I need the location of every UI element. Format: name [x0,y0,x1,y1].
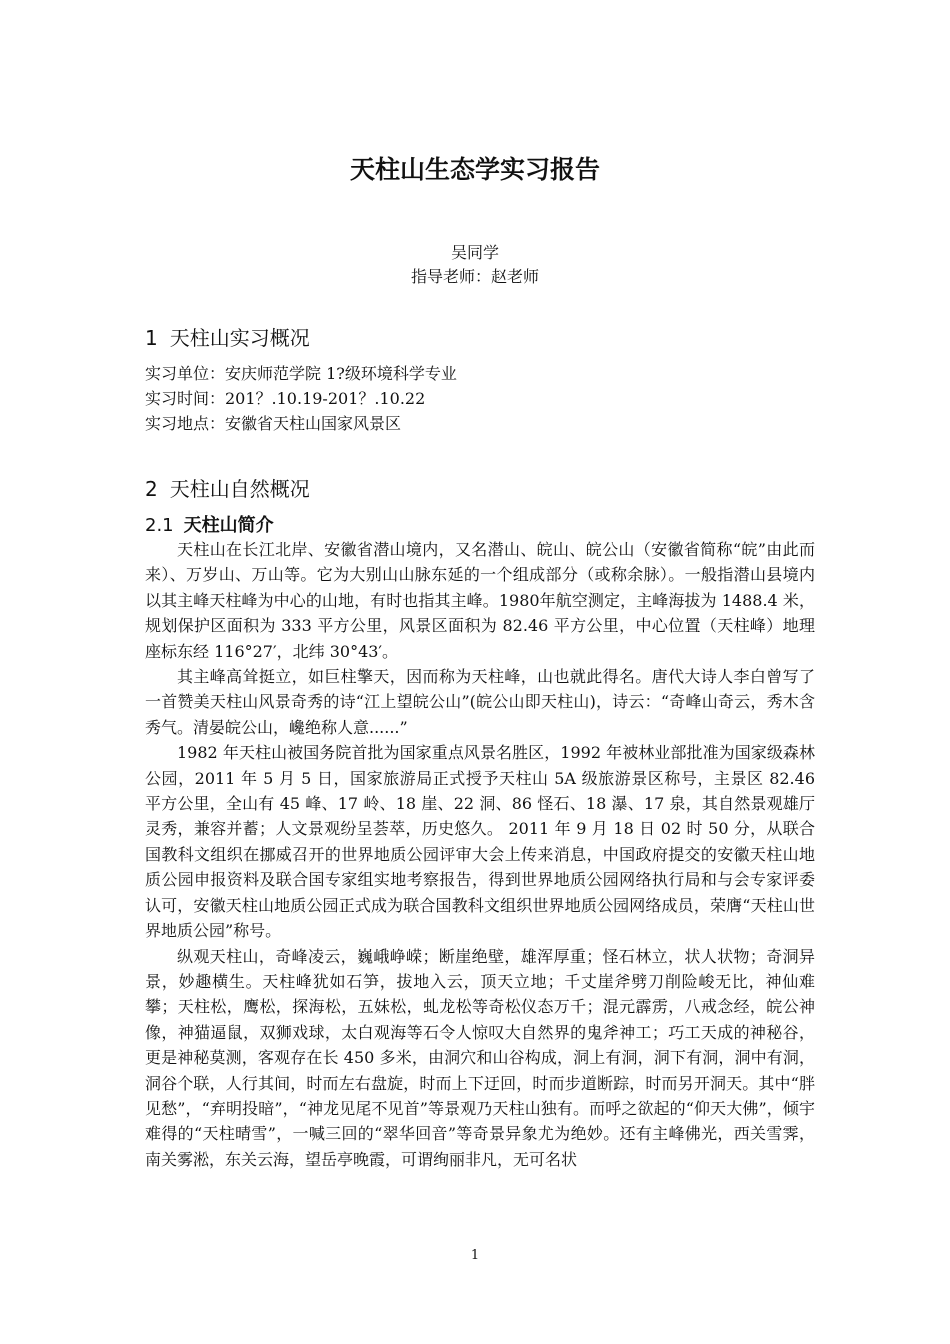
internship-time: 实习时间：201？.10.19-201？.10.22 [145,389,426,408]
section-body [145,537,815,1172]
page-number: 1 [470,1248,480,1263]
section-title: 天柱山自然概况 [169,477,310,501]
subsection-number: 2.1 [145,515,174,536]
internship-unit: 实习单位：安庆师范学院 1?级环境科学专业 [145,364,457,383]
paragraph: 纵观天柱山，奇峰凌云，巍峨峥嵘；断崖绝壁，雄浑厚重；怪石林立，状人状物；奇洞异景，妙趣横生。天柱峰犹如石笋，拔地入云，顶天立地；千丈崖斧劈刀削险峻无比，神仙难攀；天柱松，鹰松，探海松，五妹松，虬龙松等奇松仪态万千；混元霹雳，八戒念经，皖公神像，神猫逼鼠，双狮戏球，太白观海等石令人惊叹大自然界的鬼斧神工；巧工天成的神秘谷，更是神秘莫测，客观存在长 450 多米，由洞穴和山谷构成，洞上有洞，洞下有洞，洞中有洞，洞谷个联，人行其间，时而左右盘旋，时而上下迂回，时而步道断踪，时而另开洞天。其中“胖见愁”，“弃明投暗”，“神龙见尾不见首”等景观乃天柱山独有。而呼之欲起的“仰天大佛”，倾宇难得的“天柱晴雪”，一喊三回的“翠华回音”等奇景异象尤为绝妙。还有主峰佛光，西关雪霁，南关雾淞，东关云海，望岳亭晚霞，可谓绚丽非凡，无可名状 [145,946,815,1169]
subsection-heading [145,511,274,537]
internship-info [145,361,815,436]
section-heading-1 [145,322,310,351]
subsection-title: 天柱山简介 [183,515,274,536]
paragraph: 天柱山在长江北岸、安徽省潜山境内，又名潜山、皖山、皖公山（安徽省简称“皖”由此而来）、万岁山、万山等。它为大别山山脉东延的一个组成部分（或称余脉）。一般指潜山县境内以其主峰天柱峰为中心的山地，有时也指其主峰。1980年航空测定，主峰海拔为 1488.4 米，规划保护区面积为 333 平方公里，风景区面积为 82.46 平方公里，中心位置（天柱峰）地理座标东经 116°27′，北纬 30°43′。 [145,540,815,661]
section-heading-2 [145,473,310,502]
section-number: 2 [145,477,158,501]
section-number: 1 [145,326,158,350]
advisor-name: 指导老师：赵老师 [410,267,539,286]
document-title: 天柱山生态学实习报告 [349,155,600,184]
section-title: 天柱山实习概况 [169,326,310,350]
paragraph: 1982 年天柱山被国务院首批为国家重点风景名胜区，1992 年被林业部批准为国家级森林公园，2011 年 5 月 5 日，国家旅游局正式授予天柱山 5A 级旅游景区称号，主景区 82.46 平方公里，全山有 45 峰、17 岭、18 崖、22 洞、86 怪石、18 瀑、17 泉，其自然景观雄厅灵秀，兼容并蓄；人文景观纷呈荟萃，历史悠久。 2011 年 9 月 18 日 02 时 50 分，从联合国教科文组织在挪威召开的世界地质公园评审大会上传来消息，中国政府提交的安徽天柱山地质公园申报资料及联合国专家组实地考察报告，得到世界地质公园网络执行局和与会专家评委认可，安徽天柱山地质公园正式成为联合国教科文组织世界地质公园网络成员，荣膺“天柱山世界地质公园”称号。 [145,743,815,941]
author-name: 吴同学 [450,243,499,262]
paragraph: 其主峰高耸挺立，如巨柱擎天，因而称为天柱峰，山也就此得名。唐代大诗人李白曾写了一首赞美天柱山风景奇秀的诗“江上望皖公山”(皖公山即天柱山)，诗云：“奇峰山奇云，秀木含秀气。清晏皖公山，巉绝称人意......” [145,667,815,737]
internship-location: 实习地点：安徽省天柱山国家风景区 [145,414,402,433]
